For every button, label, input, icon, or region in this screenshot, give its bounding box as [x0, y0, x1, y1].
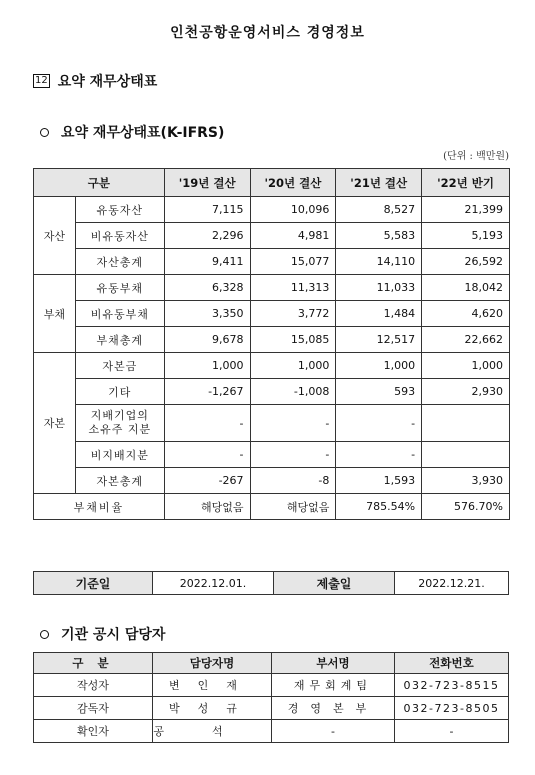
contact-name: 박성규	[153, 697, 272, 720]
cell-value: 3,930	[422, 468, 510, 494]
header-y20: '20년 결산	[250, 169, 336, 197]
table-row	[34, 405, 510, 442]
row-label-line: 소유주 지분	[88, 423, 152, 436]
table-row	[34, 442, 510, 468]
page-title: 인천공항운영서비스 경영정보	[170, 25, 365, 41]
header-y22: '22년 반기	[422, 169, 510, 197]
table-row	[34, 379, 510, 405]
header-person: 담당자명	[153, 653, 272, 674]
financial-table	[33, 168, 510, 520]
base-date-value: 2022.12.01.	[153, 572, 274, 595]
table-row	[34, 720, 509, 743]
row-label: 부채총계	[75, 327, 164, 353]
table-row	[34, 223, 510, 249]
cell-value: 9,411	[164, 249, 250, 275]
section-number: 12	[35, 75, 48, 86]
group-label: 자본	[34, 353, 76, 494]
contacts-table	[33, 652, 509, 743]
cell-value: 8,527	[336, 197, 422, 223]
circle-bullet-icon	[40, 128, 49, 137]
row-label: 유동부채	[75, 275, 164, 301]
cell-value: -8	[250, 468, 336, 494]
table-header-row	[34, 169, 510, 197]
contact-phone: 032-723-8515	[395, 674, 509, 697]
dates-table	[33, 571, 509, 595]
contact-name: 공석	[153, 720, 272, 743]
cell-value: 7,115	[164, 197, 250, 223]
header-category: 구분	[34, 169, 165, 197]
cell-value: 593	[336, 379, 422, 405]
cell-value	[422, 442, 510, 468]
cell-value: 4,620	[422, 301, 510, 327]
header-phone: 전화번호	[395, 653, 509, 674]
cell-value: 1,000	[164, 353, 250, 379]
table-row	[34, 249, 510, 275]
cell-value: 18,042	[422, 275, 510, 301]
cell-value: -	[164, 442, 250, 468]
row-label-line: 지배기업의	[90, 409, 149, 422]
subsection-title: 요약 재무상태표(K-IFRS)	[61, 125, 225, 141]
cell-value: 22,662	[422, 327, 510, 353]
cell-value: -	[336, 405, 422, 442]
row-label: 비지배지분	[75, 442, 164, 468]
row-label: 자산총계	[75, 249, 164, 275]
header-y19: '19년 결산	[164, 169, 250, 197]
header-dept: 부서명	[272, 653, 395, 674]
section-heading	[33, 71, 157, 91]
header-y21: '21년 결산	[336, 169, 422, 197]
cell-value: 1,000	[422, 353, 510, 379]
cell-value: 1,484	[336, 301, 422, 327]
cell-value: -	[250, 405, 336, 442]
header-category: 구 분	[34, 653, 153, 674]
contact-phone: -	[395, 720, 509, 743]
table-row	[34, 327, 510, 353]
subsection-title: 기관 공시 담당자	[61, 627, 166, 643]
table-row	[34, 674, 509, 697]
unit-note: (단위 : 백만원)	[443, 151, 509, 162]
row-label: 자본총계	[75, 468, 164, 494]
cell-value: 5,193	[422, 223, 510, 249]
contact-phone: 032-723-8505	[395, 697, 509, 720]
cell-value: 1,000	[250, 353, 336, 379]
cell-value: 2,296	[164, 223, 250, 249]
cell-value: 1,000	[336, 353, 422, 379]
cell-value: 26,592	[422, 249, 510, 275]
row-label: 기타	[75, 379, 164, 405]
cell-value: 15,085	[250, 327, 336, 353]
cell-value: 21,399	[422, 197, 510, 223]
row-label	[75, 405, 164, 442]
row-label: 부채비율	[34, 494, 165, 520]
contact-role: 감독자	[34, 697, 153, 720]
cell-value: 785.54%	[336, 494, 422, 520]
cell-value: 12,517	[336, 327, 422, 353]
circle-bullet-icon	[40, 630, 49, 639]
contact-name: 변인재	[153, 674, 272, 697]
table-row	[34, 275, 510, 301]
table-row	[34, 468, 510, 494]
row-label: 비유동자산	[75, 223, 164, 249]
cell-value: 4,981	[250, 223, 336, 249]
cell-value: 5,583	[336, 223, 422, 249]
cell-value: 14,110	[336, 249, 422, 275]
row-label: 유동자산	[75, 197, 164, 223]
table-row	[34, 301, 510, 327]
submit-date-value: 2022.12.21.	[395, 572, 509, 595]
section-title: 요약 재무상태표	[57, 74, 158, 90]
cell-value	[422, 405, 510, 442]
cell-value: -	[336, 442, 422, 468]
table-row	[34, 697, 509, 720]
contact-dept: -	[272, 720, 395, 743]
row-label: 자본금	[75, 353, 164, 379]
cell-value: 11,313	[250, 275, 336, 301]
cell-value: 1,593	[336, 468, 422, 494]
subsection-heading-contacts	[40, 624, 165, 644]
contact-dept: 재무회계팀	[272, 674, 395, 697]
table-row	[34, 572, 509, 595]
cell-value: -	[164, 405, 250, 442]
ratio-row	[34, 494, 510, 520]
group-label: 부채	[34, 275, 76, 353]
cell-value: -267	[164, 468, 250, 494]
cell-value: 3,772	[250, 301, 336, 327]
table-header-row	[34, 653, 509, 674]
row-label: 비유동부채	[75, 301, 164, 327]
base-date-label: 기준일	[34, 572, 153, 595]
submit-date-label: 제출일	[274, 572, 395, 595]
cell-value: 2,930	[422, 379, 510, 405]
cell-value: 해당없음	[164, 494, 250, 520]
cell-value: 해당없음	[250, 494, 336, 520]
table-row	[34, 197, 510, 223]
cell-value: 10,096	[250, 197, 336, 223]
group-label: 자산	[34, 197, 76, 275]
table-row	[34, 353, 510, 379]
contact-role: 확인자	[34, 720, 153, 743]
contact-dept: 경영본부	[272, 697, 395, 720]
contact-role: 작성자	[34, 674, 153, 697]
cell-value: 576.70%	[422, 494, 510, 520]
cell-value: 6,328	[164, 275, 250, 301]
cell-value: 3,350	[164, 301, 250, 327]
cell-value: 11,033	[336, 275, 422, 301]
subsection-heading-financial	[40, 122, 224, 142]
cell-value: -1,267	[164, 379, 250, 405]
cell-value: 9,678	[164, 327, 250, 353]
cell-value: -	[250, 442, 336, 468]
cell-value: 15,077	[250, 249, 336, 275]
cell-value: -1,008	[250, 379, 336, 405]
